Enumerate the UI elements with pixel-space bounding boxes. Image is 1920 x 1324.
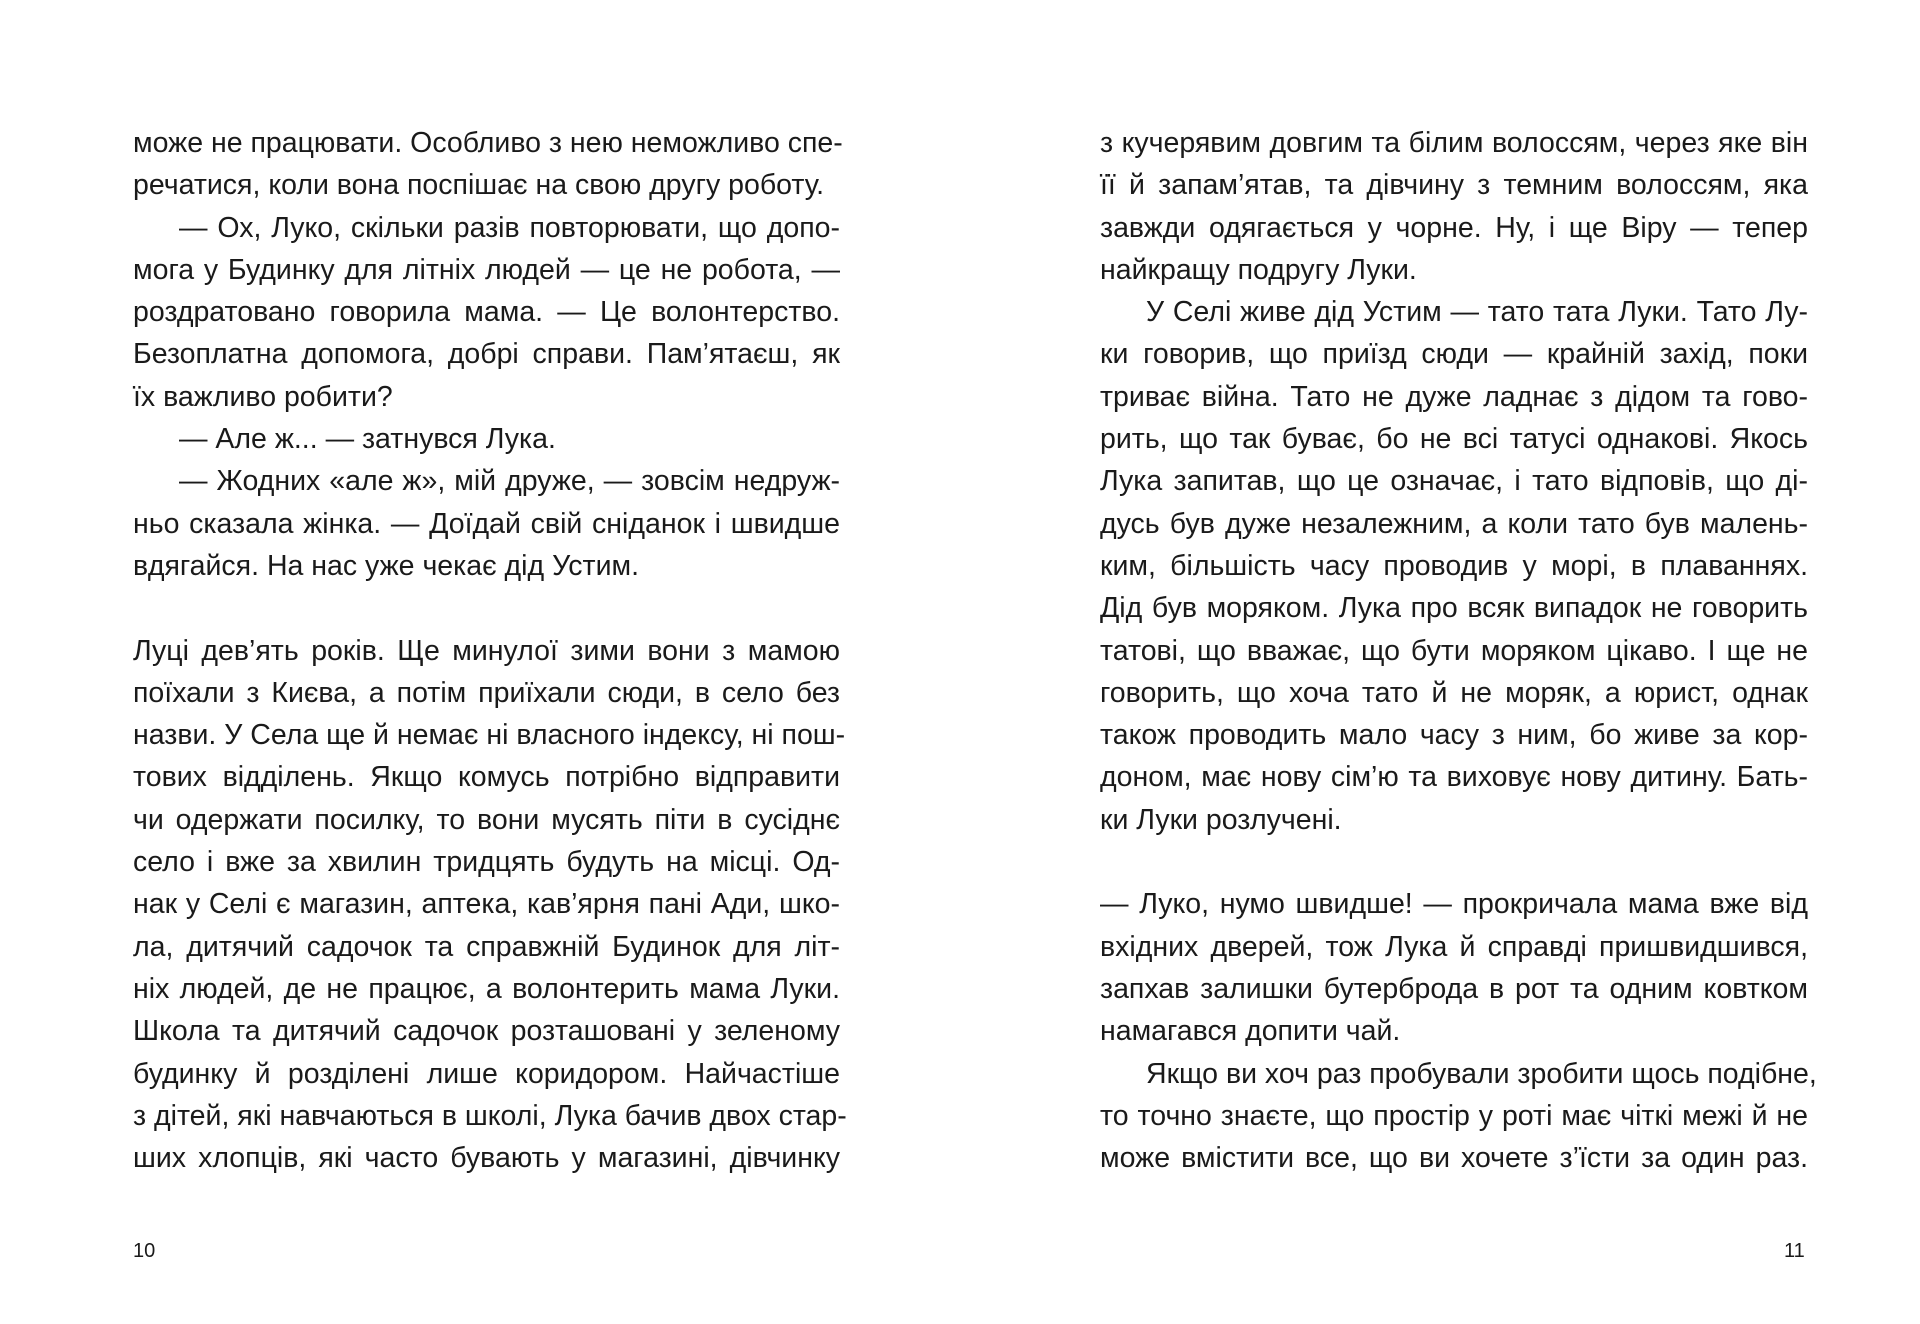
text-line: нак у Селі є магазин, аптека, кав’ярня пані Ади, шко- [133,888,840,921]
right-page [960,0,1920,1324]
text-line: Лука запитав, що це означає, і тато відповів, що ді- [1100,465,1808,498]
text-line: Якщо ви хоч раз пробували зробити щось подібне, [1146,1057,1817,1090]
text-line: може вмістити все, що ви хочете з’їсти за один раз. [1100,1142,1808,1175]
text-line: вдягайся. На нас уже чекає дід Устим. [133,549,640,582]
text-line: ки говорив, що приїзд сюди — крайній захід, поки [1100,338,1808,371]
text-line: Дід був моряком. Лука про всяк випадок не говорить [1100,592,1808,625]
text-line: поїхали з Києва, а потім приїхали сюди, в село без [133,676,840,709]
text-line: чи одержати посилку, то вони мусять піти в сусіднє [133,803,840,836]
left-page-text [133,122,847,1179]
text-line: Безоплатна допомога, добрі справи. Пам’ятаєш, як [133,338,840,371]
text-line: ки Луки розлучені. [1100,803,1342,836]
text-line: — Ох, Луко, скільки разів повторювати, що допо- [179,211,840,244]
text-line: мога у Будинку для літніх людей — це не робота, — [133,253,840,286]
text-line: доном, має нову сім’ю та виховує нову дитину. Бать- [1100,761,1808,794]
text-line: речатися, коли вона поспішає на свою другу роботу. [133,169,825,202]
text-line: село і вже за хвилин тридцять будуть на місці. Од- [133,846,840,879]
text-line: ким, більшість часу проводив у морі, в плаваннях. [1100,549,1808,582]
text-line: будинку й розділені лише коридором. Найчастіше [133,1057,840,1090]
text-line: триває війна. Тато не дуже ладнає з дідом та гово- [1100,380,1808,413]
text-line: ших хлопців, які часто бувають у магазині, дівчинку [133,1142,840,1175]
text-line: назви. У Села ще й немає ні власного індексу, ні пош- [133,719,846,752]
right-page-text [1100,122,1817,1179]
text-line: ніх людей, де не працює, а волонтерить мама Луки. [133,972,840,1005]
text-line: найкращу подругу Луки. [1100,253,1417,286]
text-line: намагався допити чай. [1100,1015,1401,1048]
text-line: тових відділень. Якщо комусь потрібно відправити [133,761,840,794]
text-line: — Жодних «але ж», мій друже, — зовсім недруж- [179,465,840,498]
text-line: завжди одягається у чорне. Ну, і ще Віру — тепер [1100,211,1808,244]
text-line: то точно знаєте, що простір у роті має чіткі межі й не [1100,1099,1808,1132]
text-line: говорить, що хоча тато й не моряк, а юрист, однак [1100,676,1808,709]
text-line: ньо сказала жінка. — Доїдай свій сніданок і швидше [133,507,840,540]
text-line: з дітей, які навчаються в школі, Лука бачив двох стар- [133,1099,847,1132]
text-line: — Але ж... — затнувся Лука. [179,423,556,456]
text-line: ла, дитячий садочок та справжній Будинок для літ- [133,930,840,963]
page-number: 10 [133,1240,156,1262]
text-line: татові, що вважає, що бути моряком цікаво. І ще не [1100,634,1808,667]
text-line: також проводить мало часу з ним, бо живе за кор- [1100,719,1808,752]
page-number: 11 [1784,1240,1805,1262]
text-line: її й запам’ятав, та дівчину з темним волоссям, яка [1100,169,1808,202]
text-line: У Селі живе дід Устим — тато тата Луки. Тато Лу- [1146,296,1808,329]
text-line: Луці дев’ять років. Ще минулої зими вони з мамою [133,634,840,667]
text-line: дусь був дуже незалежним, а коли тато був малень- [1100,507,1808,540]
text-line: запхав залишки бутерброда в рот та одним ковтком [1100,972,1808,1005]
text-line: Школа та дитячий садочок розташовані у зеленому [133,1015,840,1048]
section-break [1100,841,1808,883]
text-line: може не працювати. Особливо з нею неможливо спе- [133,127,843,159]
text-line: — Луко, нумо швидше! — прокричала мама вже від [1100,888,1808,921]
text-line: роздратовано говорила мама. — Це волонтерство. [133,296,840,329]
text-line: їх важливо робити? [133,380,393,413]
text-line: з кучерявим довгим та білим волоссям, через яке він [1100,127,1808,159]
section-break [133,587,840,629]
text-line: рить, що так буває, бо не всі татусі однакові. Якось [1100,423,1808,456]
text-line: вхідних дверей, тож Лука й справді пришвидшився, [1100,930,1808,963]
